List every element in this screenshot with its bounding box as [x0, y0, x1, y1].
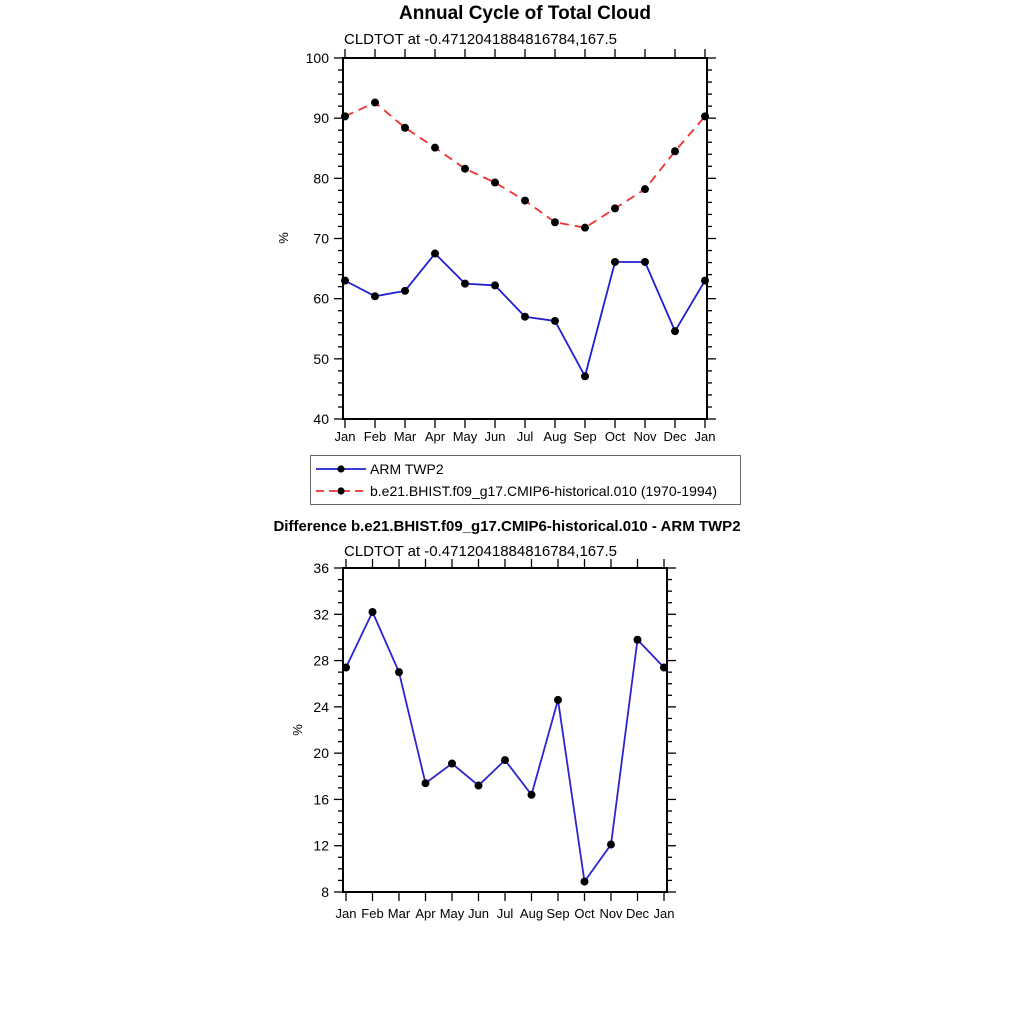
month-label: Jul — [496, 906, 514, 921]
y-axis-label: % — [276, 232, 291, 244]
month-label: Sep — [573, 429, 597, 444]
series-line — [345, 103, 705, 228]
data-point — [671, 147, 679, 155]
data-point — [528, 791, 536, 799]
month-label: Oct — [574, 906, 595, 921]
y-tick-label: 90 — [313, 110, 329, 127]
y-tick-label: 60 — [313, 290, 329, 307]
month-label: Apr — [424, 429, 446, 444]
data-point — [641, 185, 649, 193]
y-tick-label: 8 — [321, 884, 329, 900]
data-point — [671, 327, 679, 335]
axis-box — [343, 58, 707, 419]
data-point — [611, 204, 619, 212]
data-point — [448, 760, 456, 768]
bottom-chart-subtitle: CLDTOT at -0.4712041884816784,167.5 — [344, 543, 617, 560]
data-point — [461, 280, 469, 288]
data-point — [641, 258, 649, 266]
month-label: Nov — [633, 429, 657, 444]
y-tick-label: 36 — [313, 560, 329, 576]
legend-marker-dot — [337, 465, 344, 472]
y-tick-label: 70 — [313, 230, 329, 247]
top-chart-subtitle: CLDTOT at -0.4712041884816784,167.5 — [344, 31, 617, 48]
data-point — [395, 668, 403, 676]
data-point — [341, 277, 349, 285]
legend-row-arm — [315, 458, 740, 480]
series-line — [346, 612, 664, 882]
top-chart-title: Annual Cycle of Total Cloud — [399, 3, 651, 24]
y-tick-label: 28 — [313, 652, 329, 669]
month-label: Aug — [543, 429, 567, 444]
y-tick-label: 12 — [313, 837, 329, 854]
month-label: Feb — [363, 429, 387, 444]
month-label: Jun — [484, 429, 506, 444]
month-label: Dec — [663, 429, 687, 444]
month-label: Nov — [599, 906, 623, 921]
data-point — [551, 218, 559, 226]
legend-sample-solid-line — [315, 462, 367, 476]
data-point — [551, 317, 559, 325]
data-point — [501, 756, 509, 764]
month-label: Mar — [393, 429, 417, 444]
y-tick-label: 80 — [313, 170, 329, 187]
month-label: Mar — [387, 906, 411, 921]
month-label: Sep — [546, 906, 570, 921]
data-point — [521, 313, 529, 321]
data-point — [431, 250, 439, 258]
data-point — [701, 277, 709, 285]
legend-row-model — [315, 480, 740, 502]
data-point — [581, 224, 589, 232]
y-tick-label: 20 — [313, 745, 329, 762]
data-point — [401, 124, 409, 132]
month-label: May — [452, 429, 478, 444]
month-label: Jan — [335, 906, 357, 921]
legend-label-arm-twp2: ARM TWP2 — [370, 461, 444, 477]
data-point — [491, 179, 499, 187]
month-label: May — [439, 906, 465, 921]
month-label: Aug — [519, 906, 544, 921]
data-point — [431, 144, 439, 152]
data-point — [371, 99, 379, 107]
data-point — [581, 878, 589, 886]
month-label: Oct — [604, 429, 626, 444]
y-tick-label: 40 — [313, 411, 329, 427]
data-point — [660, 664, 668, 672]
month-label: Feb — [361, 906, 384, 921]
data-point — [634, 636, 642, 644]
legend-label-model-run: b.e21.BHIST.f09_g17.CMIP6-historical.010 (1970-1994) — [370, 483, 718, 499]
data-point — [422, 779, 430, 787]
data-point — [607, 841, 615, 849]
month-label: Jul — [516, 429, 534, 444]
legend-sample-dashed-line — [315, 484, 367, 498]
data-point — [371, 292, 379, 300]
data-point — [369, 608, 377, 616]
y-tick-label: 100 — [305, 50, 329, 66]
month-label: Jun — [468, 906, 489, 921]
month-label: Jan — [694, 429, 716, 444]
data-point — [611, 258, 619, 266]
y-tick-label: 16 — [313, 791, 329, 808]
y-axis-label: % — [290, 724, 305, 736]
y-tick-label: 50 — [313, 350, 329, 367]
month-label: Jan — [334, 429, 356, 444]
legend-marker-dot — [337, 487, 344, 494]
data-point — [701, 112, 709, 120]
legend-box — [310, 455, 741, 505]
data-point — [401, 287, 409, 295]
month-label: Dec — [625, 906, 650, 921]
data-point — [491, 281, 499, 289]
y-tick-label: 32 — [313, 606, 329, 623]
data-point — [341, 112, 349, 120]
data-point — [475, 782, 483, 790]
data-point — [581, 372, 589, 380]
y-tick-label: 24 — [313, 698, 329, 715]
axis-box — [343, 568, 667, 892]
data-point — [554, 696, 562, 704]
data-point — [461, 165, 469, 173]
month-label: Jan — [653, 906, 675, 921]
data-point — [342, 664, 350, 672]
month-label: Apr — [415, 906, 436, 921]
data-point — [521, 197, 529, 205]
bottom-chart-title: Difference b.e21.BHIST.f09_g17.CMIP6-historical.010 - ARM TWP2 — [273, 518, 741, 535]
